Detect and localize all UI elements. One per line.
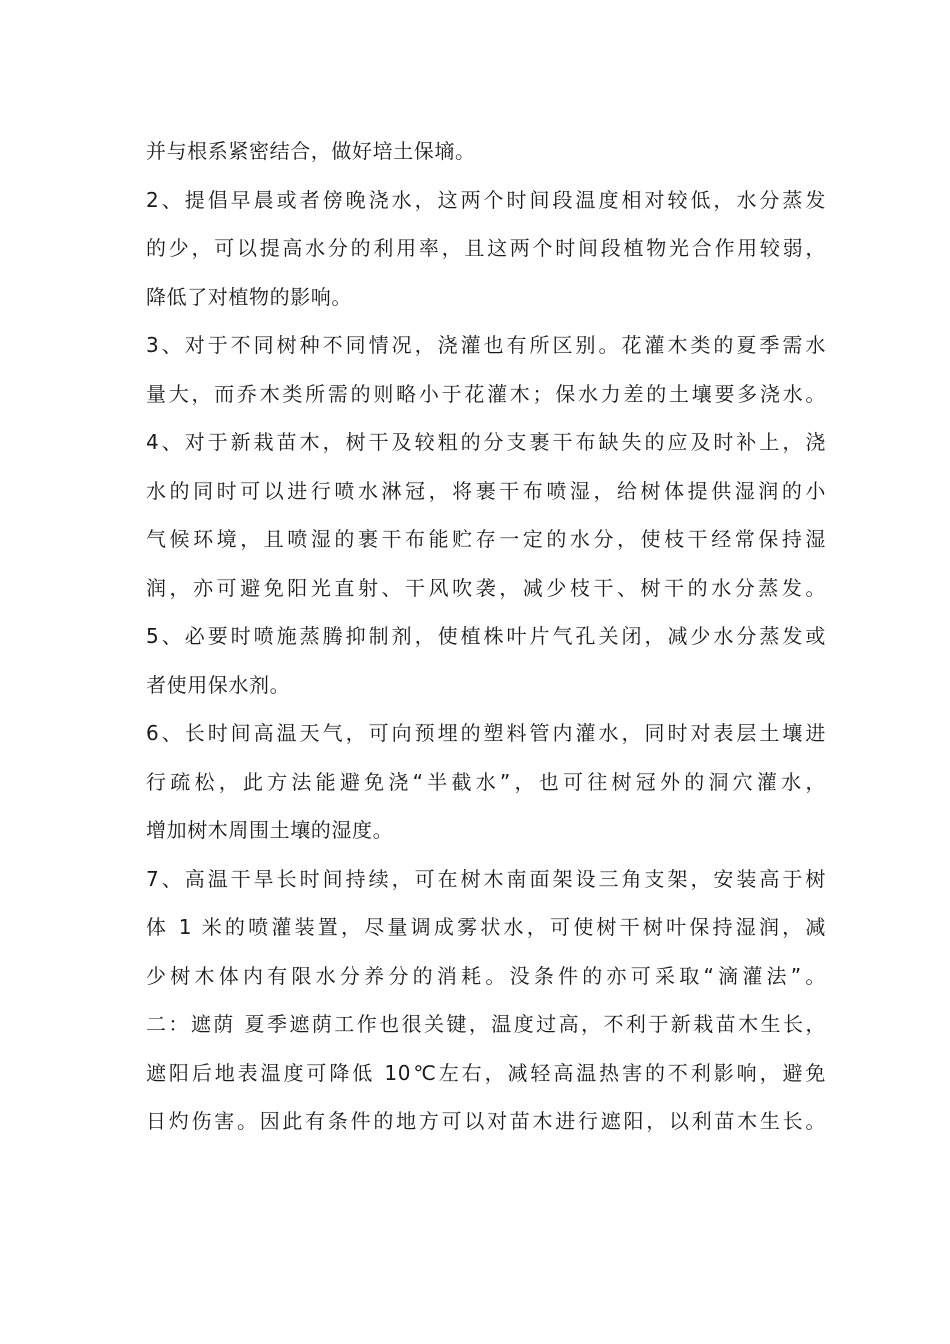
text-line: 3、对于不同树种不同情况，浇灌也有所区别。花灌木类的夏季需水 — [146, 333, 826, 357]
text-line: 者使用保水剂。 — [146, 672, 291, 697]
text-line: 7、高温干旱长时间持续，可在树木南面架设三角支架，安装高于树 — [146, 866, 826, 891]
text-line: 二：遮荫 夏季遮荫工作也很关键，温度过高，不利于新栽苗木生长， — [146, 1012, 826, 1036]
text-line: 行疏松，此方法能避免浇“半截水”，也可往树冠外的洞穴灌水， — [146, 769, 826, 794]
text-line: 4、对于新栽苗木，树干及较粗的分支裹干布缺失的应及时补上，浇 — [146, 430, 826, 454]
text-line: 润，亦可避免阳光直射、干风吹袭，减少枝干、树干的水分蒸发。 — [146, 575, 826, 600]
text-line: 5、必要时喷施蒸腾抑制剂，使植株叶片气孔关闭，减少水分蒸发或 — [146, 624, 826, 648]
text-line: 量大，而乔木类所需的则略小于花灌木；保水力差的土壤要多浇水。 — [146, 381, 826, 406]
text-line: 降低了对植物的影响。 — [146, 284, 352, 309]
text-line: 日灼伤害。因此有条件的地方可以对苗木进行遮阳，以利苗木生长。 — [146, 1109, 826, 1133]
text-line: 2、提倡早晨或者傍晚浇水，这两个时间段温度相对较低，水分蒸发 — [146, 187, 826, 212]
text-line: 6、长时间高温天气，可向预埋的塑料管内灌水，同时对表层土壤进 — [146, 721, 826, 745]
text-line: 增加树木周围土壤的湿度。 — [146, 818, 394, 842]
text-line: 水的同时可以进行喷水淋冠，将裹干布喷湿，给树体提供湿润的小 — [146, 478, 826, 503]
text-line: 的少，可以提高水分的利用率，且这两个时间段植物光合作用较弱， — [146, 236, 826, 260]
text-line: 气候环境，且喷湿的裹干布能贮存一定的水分，使枝干经常保持湿 — [146, 527, 826, 551]
text-line: 体 1 米的喷灌装置，尽量调成雾状水，可使树干树叶保持湿润，减 — [146, 915, 826, 939]
text-line: 并与根系紧密结合，做好培土保墒。 — [146, 139, 476, 163]
text-line: 遮阳后地表温度可降低 10℃左右，减轻高温热害的不利影响，避免 — [146, 1060, 826, 1085]
document-body — [146, 131, 826, 1150]
text-line: 少树木体内有限水分养分的消耗。没条件的亦可采取“滴灌法”。 — [146, 963, 826, 988]
